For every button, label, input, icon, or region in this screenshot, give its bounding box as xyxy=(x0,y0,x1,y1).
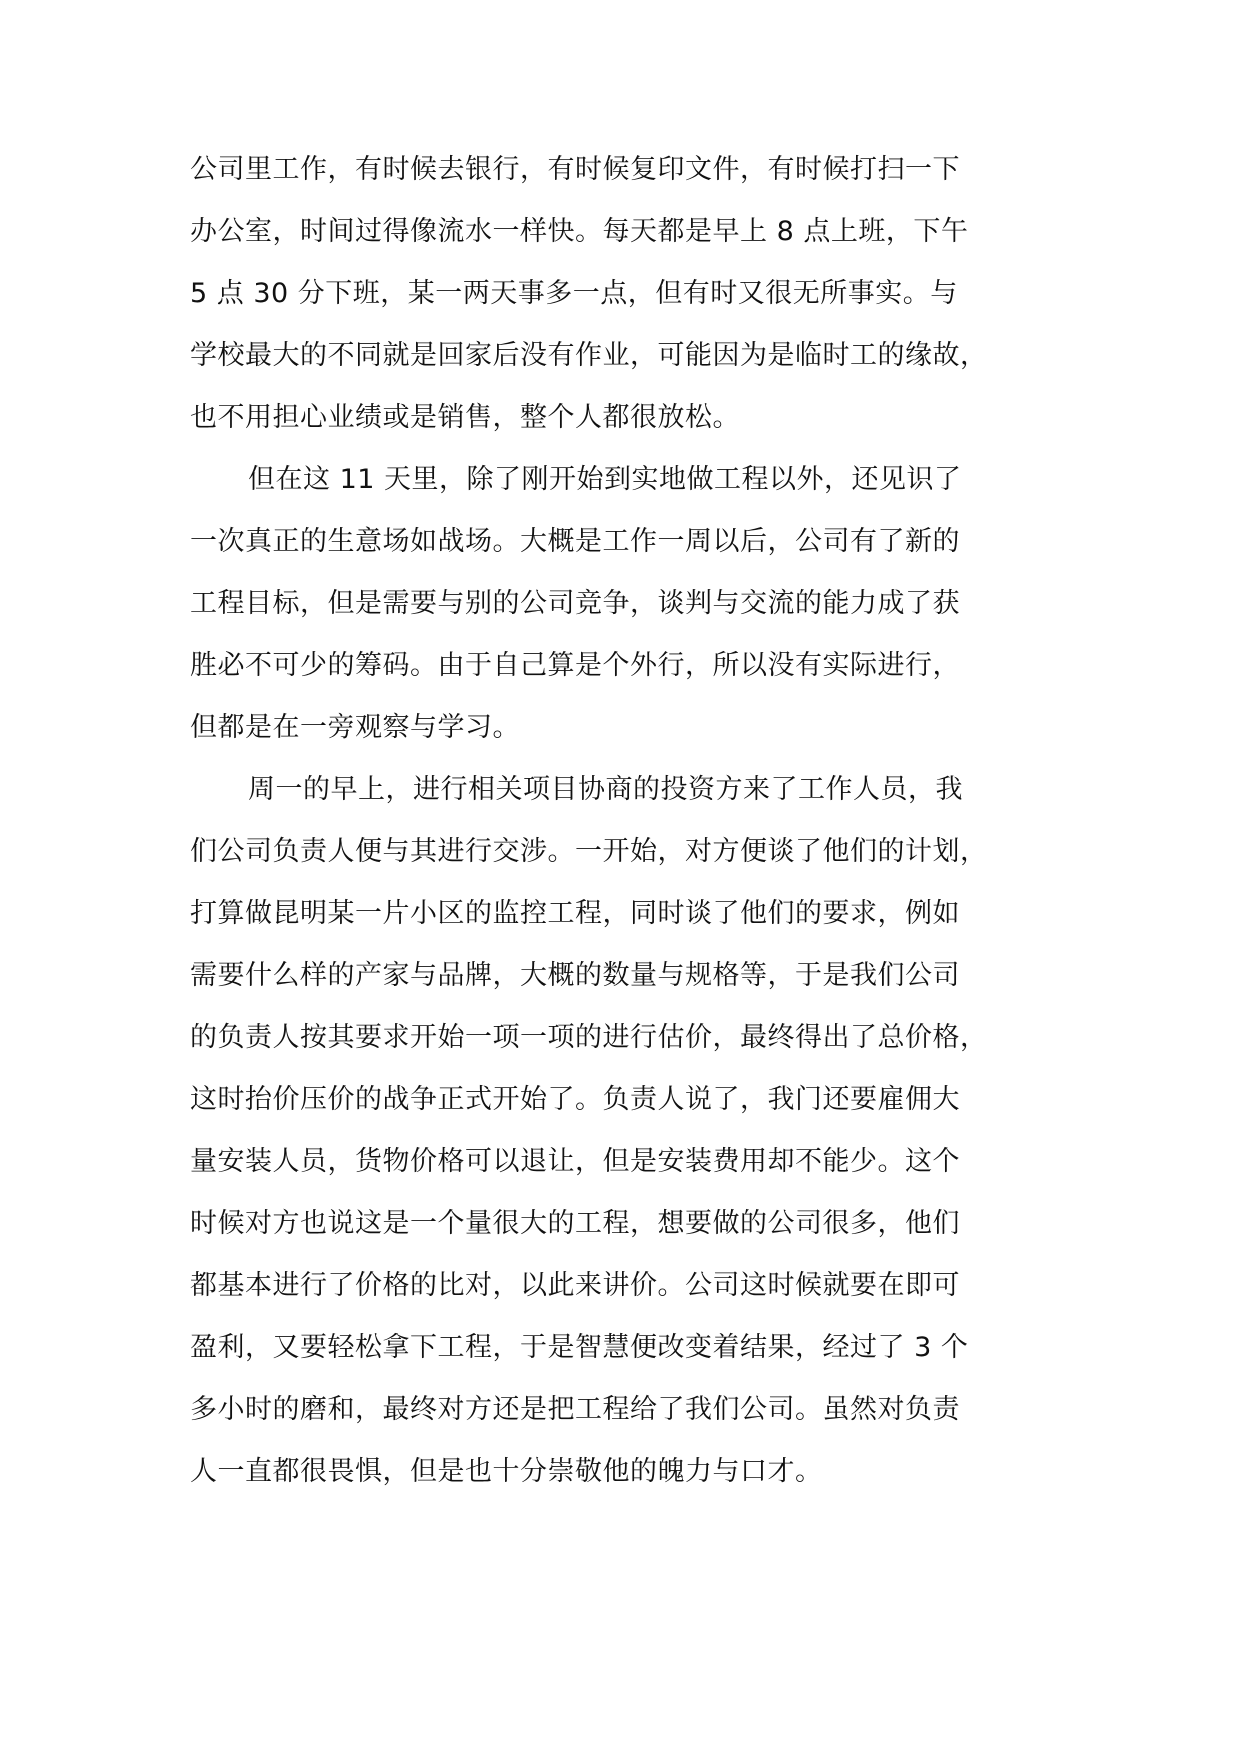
paragraph-3-line-2: 们公司负责人便与其进行交涉。一开始，对方便谈了他们的计划， xyxy=(190,836,988,867)
paragraph-2-line-3: 工程目标，但是需要与别的公司竞争，谈判与交流的能力成了获 xyxy=(190,588,960,619)
paragraph-3-line-9: 都基本进行了价格的比对，以此来讲价。公司这时候就要在即可 xyxy=(190,1270,960,1301)
paragraph-1-line-1: 公司里工作，有时候去银行，有时候复印文件，有时候打扫一下 xyxy=(190,154,960,185)
paragraph-3-line-1: 周一的早上，进行相关项目协商的投资方来了工作人员，我 xyxy=(248,774,963,805)
paragraph-2-line-2: 一次真正的生意场如战场。大概是工作一周以后，公司有了新的 xyxy=(190,526,960,557)
paragraph-1-line-4: 学校最大的不同就是回家后没有作业，可能因为是临时工的缘故， xyxy=(190,340,988,371)
paragraph-3-line-5: 的负责人按其要求开始一项一项的进行估价，最终得出了总价格， xyxy=(190,1022,988,1053)
paragraph-3-line-6: 这时抬价压价的战争正式开始了。负责人说了，我门还要雇佣大 xyxy=(190,1084,960,1115)
paragraph-3-line-4: 需要什么样的产家与品牌，大概的数量与规格等，于是我们公司 xyxy=(190,960,960,991)
paragraph-2-line-1: 但在这 11 天里，除了刚开始到实地做工程以外，还见识了 xyxy=(248,464,962,495)
paragraph-3-line-7: 量安装人员，货物价格可以退让，但是安装费用却不能少。这个 xyxy=(190,1146,960,1177)
paragraph-2-line-4: 胜必不可少的筹码。由于自己算是个外行，所以没有实际进行， xyxy=(190,650,960,681)
paragraph-2-line-5: 但都是在一旁观察与学习。 xyxy=(190,712,520,743)
paragraph-3-line-10: 盈利，又要轻松拿下工程，于是智慧便改变着结果，经过了 3 个 xyxy=(190,1332,969,1363)
paragraph-3-line-11: 多小时的磨和，最终对方还是把工程给了我们公司。虽然对负责 xyxy=(190,1394,960,1425)
paragraph-3-line-8: 时候对方也说这是一个量很大的工程，想要做的公司很多，他们 xyxy=(190,1208,960,1239)
paragraph-1-line-2: 办公室，时间过得像流水一样快。每天都是早上 8 点上班，下午 xyxy=(190,216,969,247)
paragraph-1-line-5: 也不用担心业绩或是销售，整个人都很放松。 xyxy=(190,402,740,433)
paragraph-1-line-3: 5 点 30 分下班，某一两天事多一点，但有时又很无所事实。与 xyxy=(190,278,958,309)
paragraph-3-line-3: 打算做昆明某一片小区的监控工程，同时谈了他们的要求，例如 xyxy=(190,898,960,929)
paragraph-3-line-12: 人一直都很畏惧，但是也十分崇敬他的魄力与口才。 xyxy=(190,1456,823,1487)
